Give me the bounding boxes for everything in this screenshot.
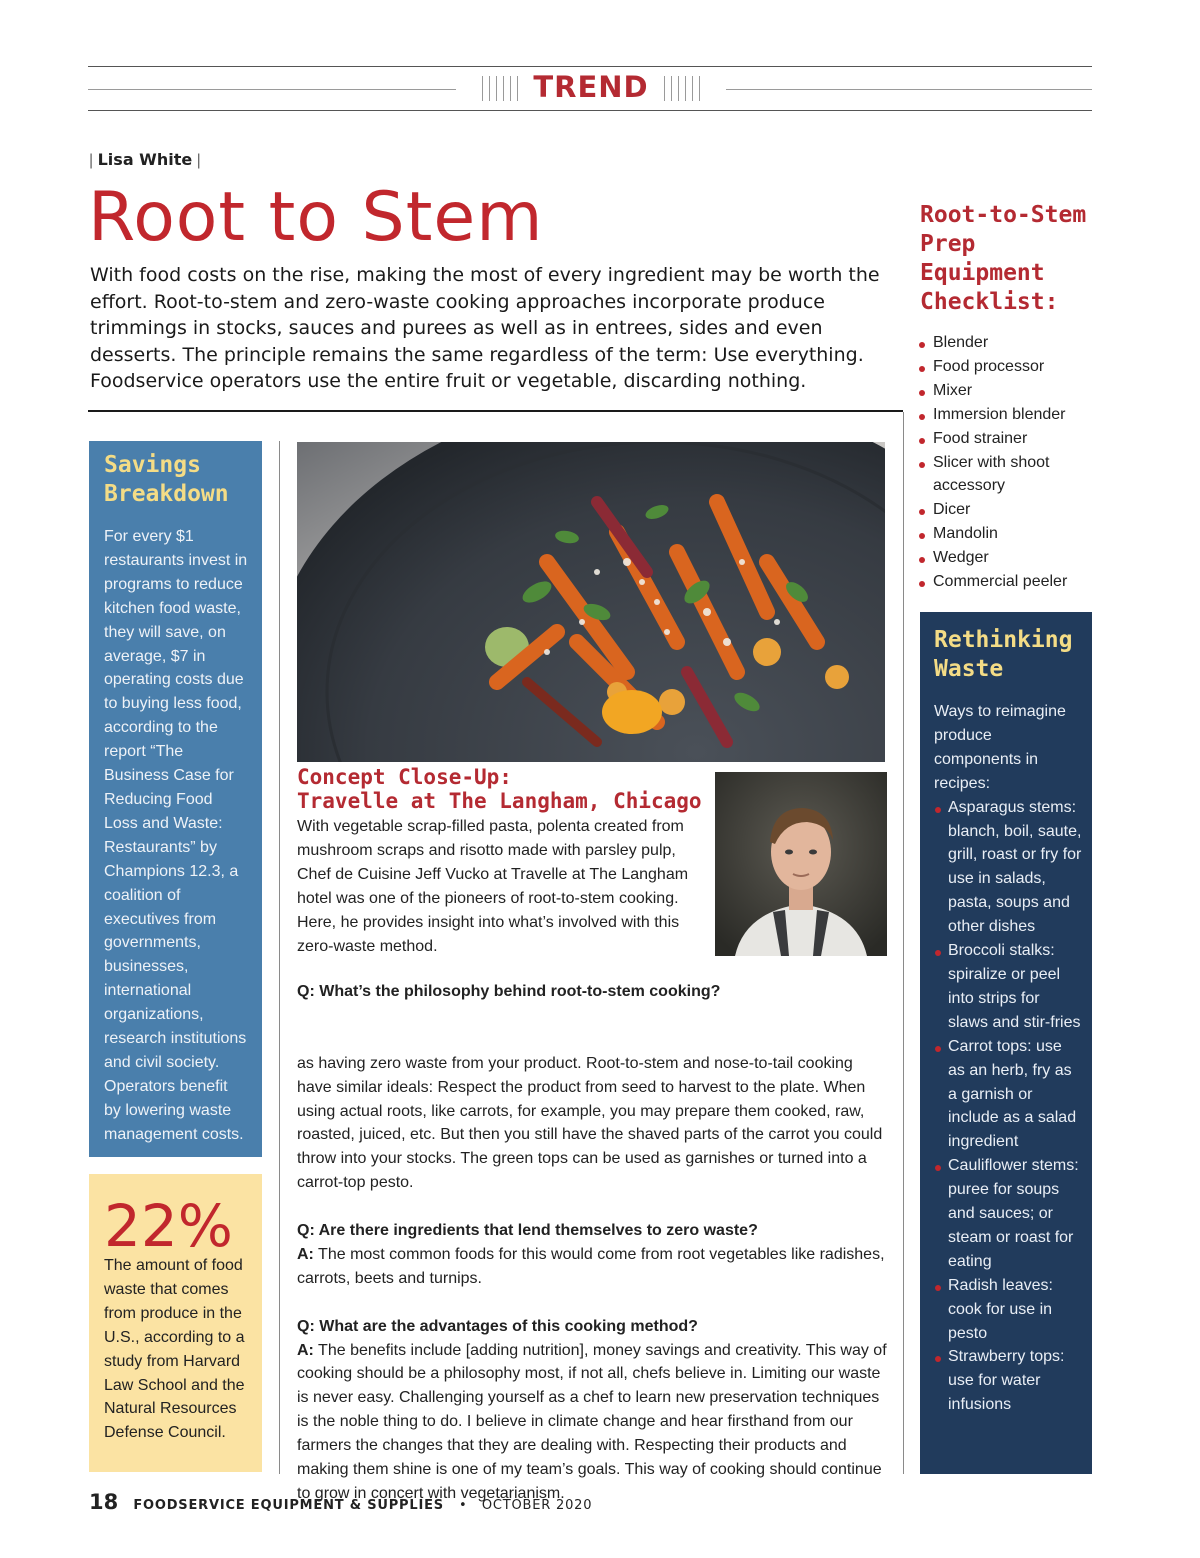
- rethinking-lead: Ways to reimagine produce components in recipes:: [934, 703, 1066, 792]
- checklist-item: Commercial peeler: [918, 570, 1098, 594]
- answer-2-label: A:: [297, 1245, 314, 1263]
- rethinking-item: Asparagus stems: blanch, boil, saute, grill, roast or fry for use in salads, pasta, soups and other dishes: [934, 796, 1082, 939]
- article-deck: With food costs on the rise, making the most of every ingredient may be worth the effort. Root-to-stem and zero-waste cooking approaches incorporate produce trimmings in stocks, sauces and purees as well as in entrees, sides and even desserts. The principle remains the same regardless of the term: Use everything. Foodservice operators use the entire fruit or vegetable, discarding nothing.: [90, 264, 880, 392]
- plated-carrot-dish-image: [297, 442, 885, 762]
- equipment-checklist: [918, 331, 1098, 594]
- qa-section: [297, 980, 887, 1506]
- stat-box: [89, 1174, 262, 1472]
- checklist-item: Mixer: [918, 379, 1098, 403]
- rethinking-title: Rethinking Waste: [934, 627, 1073, 682]
- savings-body: For every $1 restaurants invest in programs to reduce kitchen food waste, they will save, on average, $7 in operating costs due to buying less food, according to the report “The Business Case for Reducing Food Loss and Waste: Restaurants” by Champions 12.3, a coalition of executives from governments, businesses, international organizations, research institutions and civil society. Operators benefit by lowering waste management costs.: [104, 528, 248, 1143]
- rethinking-waste-box: [920, 612, 1092, 1474]
- rethinking-list: [934, 796, 1082, 1418]
- concept-title-line2: Travelle at The Langham, Chicago: [297, 789, 702, 813]
- answer-3: [297, 1339, 887, 1506]
- concept-intro: With vegetable scrap-filled pasta, polenta created from mushroom scraps and risotto made with parsley pulp, Chef de Cuisine Jeff Vucko at Travelle at The Langham hotel was one of the pioneers of root-to-stem cooking. Here, he provides insight into what’s involved with this zero-waste method.: [297, 818, 689, 955]
- answer-1-text: as having zero waste from your product. Root-to-stem and nose-to-tail cooking have similar ideals: Respect the product from seed to harvest to the plate. When using actual roots, like carrots, for example, you may prepare them cooked, raw, roasted, juiced, etc. But then you still have the shaved parts of the carrot you could throw into your stocks. The green tops can be used as garnishes or turned into a carrot-top pesto.: [297, 1054, 883, 1192]
- chef-portrait: [715, 772, 887, 956]
- chef-portrait-image: [715, 772, 887, 956]
- answer-1: [297, 1052, 887, 1195]
- rethinking-item: Cauliflower stems: puree for soups and sauces; or steam or roast for eating: [934, 1154, 1082, 1274]
- rethinking-item: Radish leaves: cook for use in pesto: [934, 1274, 1082, 1346]
- checklist-item: Blender: [918, 331, 1098, 355]
- column-divider-left: [279, 441, 280, 1474]
- question-3: Q: What are the advantages of this cooking method?: [297, 1317, 698, 1335]
- answer-3-label: A:: [297, 1341, 314, 1359]
- header-ticks-right: [664, 76, 700, 101]
- question-2: Q: Are there ingredients that lend themselves to zero waste?: [297, 1222, 758, 1240]
- rethinking-item: Strawberry tops: use for water infusions: [934, 1345, 1082, 1417]
- savings-title: Savings Breakdown: [104, 452, 229, 507]
- answer-2: [297, 1243, 887, 1291]
- column-divider-right: [903, 412, 904, 1474]
- deck-rule: [88, 410, 903, 412]
- answer-2-text: The most common foods for this would come from root vegetables like radishes, carrots, beets and turnips.: [297, 1245, 885, 1287]
- header-rule-right: [726, 89, 1092, 90]
- question-1: Q: What’s the philosophy behind root-to-stem cooking?: [297, 983, 721, 1000]
- page-footer: [89, 1490, 592, 1514]
- stat-value: 22%: [104, 1192, 233, 1260]
- savings-breakdown-box: [89, 441, 262, 1157]
- byline: | Lisa White |: [89, 150, 201, 169]
- header-rule-bottom: [88, 110, 1092, 111]
- rethinking-item: Broccoli stalks: spiralize or peel into strips for slaws and stir-fries: [934, 939, 1082, 1035]
- header-rule-left: [88, 89, 456, 90]
- checklist-item: Food strainer: [918, 427, 1098, 451]
- rethinking-item: Carrot tops: use as an herb, fry as a garnish or include as a salad ingredient: [934, 1035, 1082, 1155]
- checklist-item: Wedger: [918, 546, 1098, 570]
- issue-date: OCTOBER 2020: [481, 1498, 593, 1513]
- checklist-item: Dicer: [918, 498, 1098, 522]
- concept-title: [297, 765, 707, 813]
- checklist-title: Root-to-Stem Prep Equipment Checklist:: [920, 202, 1087, 315]
- answer-3-text: The benefits include [adding nutrition], money savings and creativity. This way of cooking should be a philosophy most, if not all, chefs believe in. Limiting our waste is never easy. Challenging yourself as a chef to learn new preservation techniques is the noble thing to do. I believe in climate change and hear firsthand from our farmers the changes that they are dealing with. Respecting their products and making them shine is one of my team’s goals. This way of cooking should continue to grow in concert with vegetarianism.: [297, 1341, 887, 1502]
- footer-separator: •: [459, 1498, 467, 1513]
- section-label: TREND: [533, 70, 649, 104]
- stat-text: The amount of food waste that comes from produce in the U.S., according to a study from Harvard Law School and the Natural Resources Defense Council.: [104, 1257, 245, 1442]
- checklist-item: Immersion blender: [918, 403, 1098, 427]
- publication-name: FOODSERVICE EQUIPMENT & SUPPLIES: [133, 1498, 444, 1513]
- author-name: Lisa White: [97, 150, 193, 169]
- checklist-item: Slicer with shoot accessory: [918, 451, 1098, 499]
- food-photo: [297, 442, 885, 762]
- checklist-item: Mandolin: [918, 522, 1098, 546]
- checklist-item: Food processor: [918, 355, 1098, 379]
- concept-title-line1: Concept Close-Up:: [297, 765, 512, 789]
- article-headline: Root to Stem: [88, 178, 544, 257]
- page-number: 18: [89, 1490, 119, 1514]
- header-rule-top: [88, 66, 1092, 67]
- header-ticks-left: [482, 76, 518, 101]
